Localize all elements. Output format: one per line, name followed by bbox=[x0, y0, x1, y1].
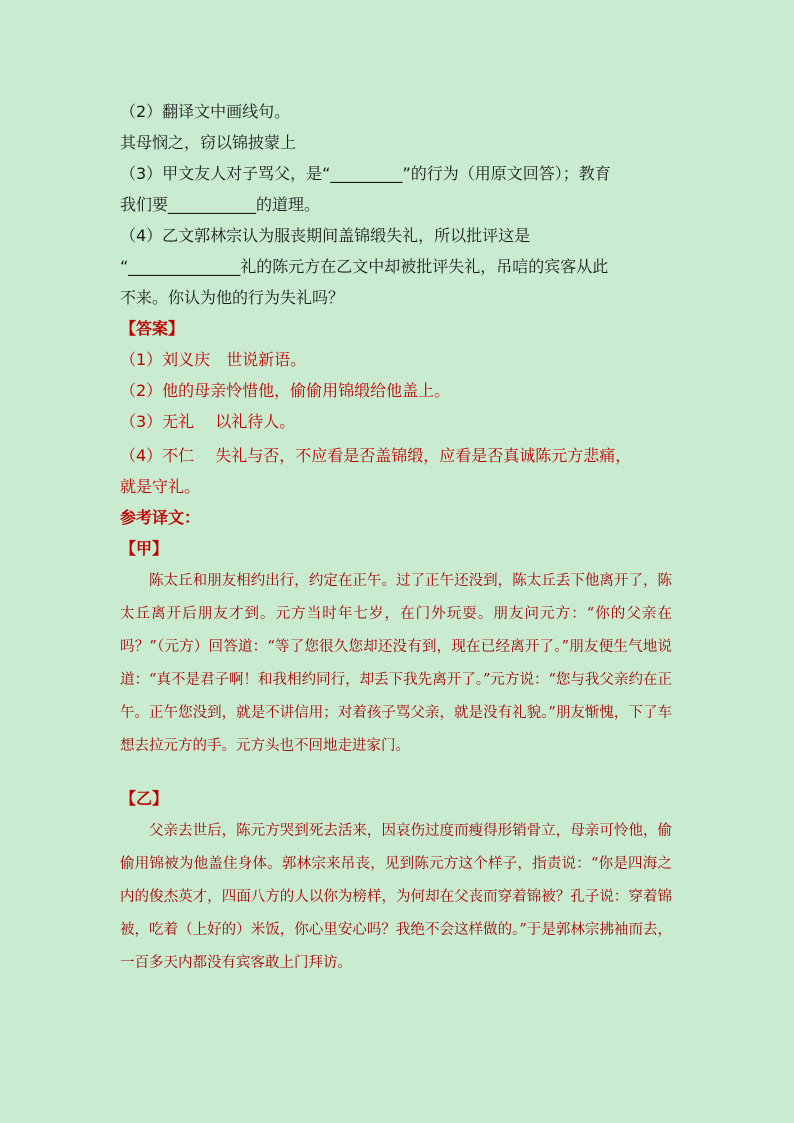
q3-line-2: 我们要___________的道理。 bbox=[120, 195, 321, 214]
translation-heading: 参考译文： bbox=[120, 508, 201, 527]
jia-label: 【甲】 bbox=[120, 539, 169, 558]
yi-translation: 父亲去世后，陈元方哭到死去活来，因哀伤过度而瘦得形销骨立，母亲可怜他，偷偷用锦被为他盖住身体。郭林宗来吊丧，见到陈元方这个样子，指责说：“你是四海之内的俊杰英才，四面八方的人以你为榜样，为何却在父丧而穿着锦被？孔子说：穿着锦被，吃着（上好的）米饭，你心里安心吗？我绝不会这样做的。”于是郭林宗拂袖而去，一百多天内都没有宾客敢上门拜访。 bbox=[120, 823, 672, 971]
q2-label: （2）翻译文中画线句。 bbox=[120, 102, 291, 121]
answer-4-line-1: （4）不仁 失礼与否，不应看是否盖锦缎，应看是否真诚陈元方悲痛， bbox=[120, 446, 632, 465]
answer-3: （3）无礼 以礼待人。 bbox=[120, 412, 296, 431]
jia-translation: 陈太丘和朋友相约出行，约定在正午。过了正午还没到，陈太丘丢下他离开了，陈太丘离开后朋友才到。元方当时年七岁，在门外玩耍。朋友问元方：“你的父亲在吗？”（元方）回答道：“等了您很久您却还没有到，现在已经离开了。”朋友便生气地说道：“真不是君子啊！和我相约同行，却丢下我先离开了。”元方说：“您与我父亲约在正午。正午您没到，就是不讲信用；对着孩子骂父亲，就是没有礼貌。”朋友惭愧，下了车想去拉元方的手。元方头也不回地走进家门。 bbox=[120, 573, 672, 754]
q4-line-2: “______________礼的陈元方在乙文中却被批评失礼，吊唁的宾客从此 bbox=[120, 257, 609, 276]
answer-2: （2）他的母亲怜惜他，偷偷用锦缎给他盖上。 bbox=[120, 381, 451, 400]
q2-sentence: 其母悯之，窃以锦披蒙上 bbox=[120, 133, 297, 152]
answer-1: （1）刘义庆 世说新语。 bbox=[120, 350, 307, 369]
yi-label: 【乙】 bbox=[120, 789, 169, 808]
q4-line-1: （4）乙文郭林宗认为服丧期间盖锦缎失礼，所以批评这是 bbox=[120, 226, 531, 245]
answer-heading: 【答案】 bbox=[120, 319, 185, 338]
q4-line-3: 不来。你认为他的行为失礼吗？ bbox=[120, 288, 345, 307]
answer-4-line-2: 就是守礼。 bbox=[120, 477, 201, 496]
q3-line-1: （3）甲文友人对子骂父，是“_________”的行为（用原文回答）；教育 bbox=[120, 164, 611, 183]
